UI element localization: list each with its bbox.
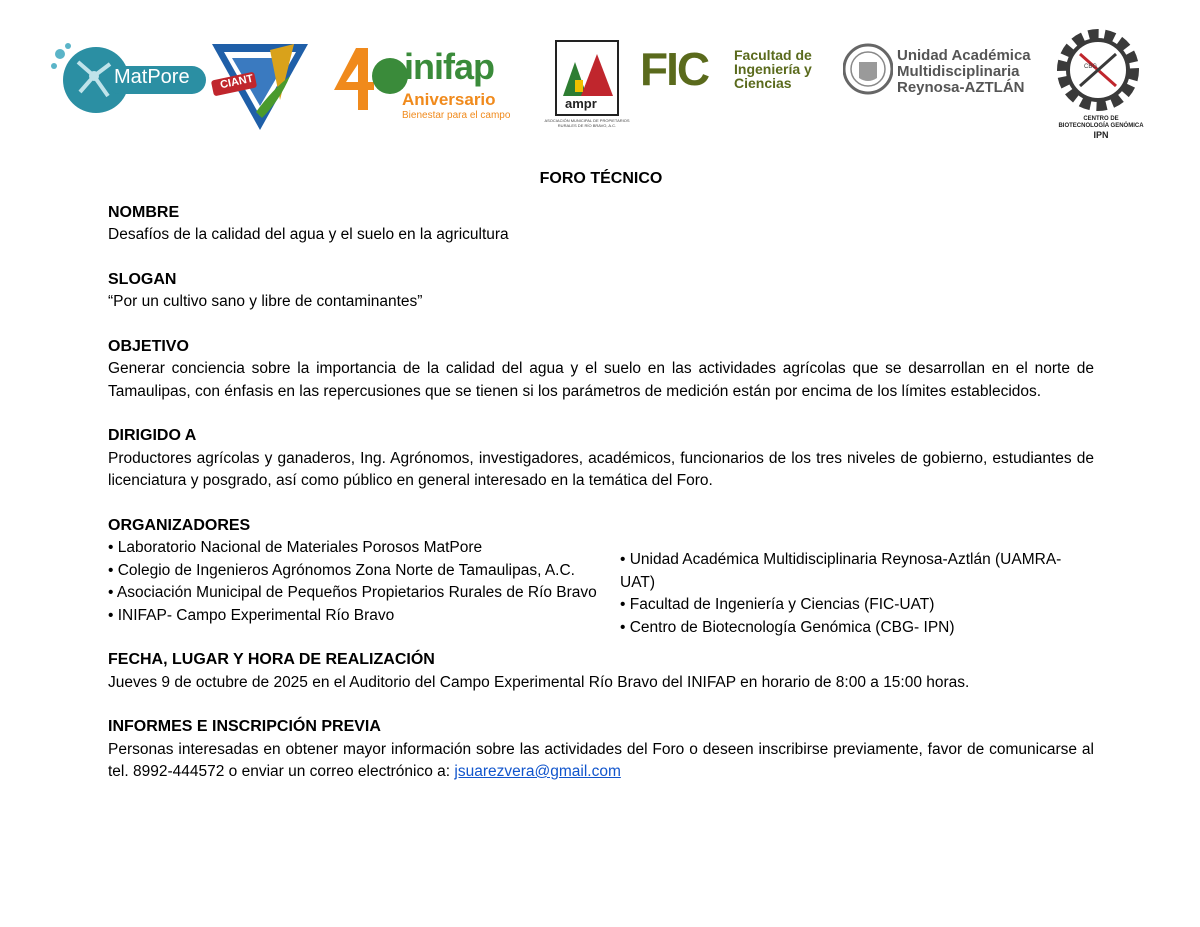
fic-name	[734, 48, 812, 90]
ciant-wordmark: CIANT	[219, 72, 255, 92]
uamra-seal-icon	[843, 42, 893, 96]
section-heading: NOMBRE	[108, 203, 180, 221]
cbg-name	[1042, 116, 1160, 141]
section-text: “Por un cultivo sano y libre de contaminantes”	[108, 293, 423, 310]
section-text: Generar conciencia sobre la importancia de la calidad del agua y el suelo en las actividades agrícolas que se desarrollan en el norte de Tamaulipas, con énfasis en las repercusiones que se tienen si los parámetros de medición están por encima de los límites establecidos.	[108, 360, 1094, 400]
section-heading: INFORMES E INSCRIPCIÓN PREVIA	[108, 718, 381, 735]
fic-line2: Ingeniería y	[734, 61, 812, 77]
list-item: • Asociación Municipal de Pequeños Propietarios Rurales de Río Bravo	[108, 582, 608, 605]
section-informes	[108, 716, 1094, 784]
list-item: • Unidad Académica Multidisciplinaria Reynosa-Aztlán (UAMRA-UAT)	[620, 549, 1094, 594]
matpore-logo	[50, 40, 210, 115]
uamra-logo	[843, 42, 1048, 100]
ampr-caption	[539, 118, 635, 128]
section-text: Desafíos de la calidad del agua y el suelo en la agricultura	[108, 226, 509, 243]
uamra-line2: Multidisciplinaria	[897, 63, 1020, 80]
section-heading: FECHA, LUGAR Y HORA DE REALIZACIÓN	[108, 651, 435, 668]
section-heading: DIRIGIDO A	[108, 427, 197, 444]
section-text: Jueves 9 de octubre de 2025 en el Auditorio del Campo Experimental Río Bravo del INIFAP en horario de 8:00 a 15:00 horas.	[108, 673, 970, 691]
organizers-right-list	[620, 549, 1094, 639]
inifap-anniversary: Aniversario	[402, 90, 496, 109]
ampr-caption-line1: ASOCIACIÓN MUNICIPAL DE PROPIETARIOS	[544, 118, 630, 123]
list-item: • Colegio de Ingenieros Agrónomos Zona Norte de Tamaulipas, A.C.	[108, 560, 608, 583]
cbg-inner-label: CBG	[1084, 64, 1098, 70]
organizers-left-list	[108, 537, 608, 627]
list-item: • Centro de Biotecnología Genómica (CBG- IPN)	[620, 617, 1094, 640]
inifap-tagline: Bienestar para el campo	[402, 110, 511, 121]
fic-line1: Facultad de	[734, 47, 812, 63]
inifap-40-icon	[328, 40, 408, 120]
cbg-line2: BIOTECNOLOGÍA GENÓMICA	[1058, 123, 1144, 129]
logo-row	[0, 0, 1200, 150]
cbg-line1: CENTRO DE	[1083, 116, 1119, 122]
list-item: • INIFAP- Campo Experimental Río Bravo	[108, 605, 608, 628]
cbg-gear-icon	[1046, 24, 1156, 116]
ampr-wordmark: ampr	[565, 96, 597, 111]
uamra-name	[897, 48, 1031, 96]
inifap-wordmark: inifap	[404, 46, 494, 87]
ampr-logo	[544, 40, 630, 130]
uamra-line3: Reynosa-AZTLÁN	[897, 79, 1025, 96]
matpore-wordmark: MatPore	[114, 66, 190, 88]
section-text-container	[108, 739, 1094, 784]
ampr-caption-line2: RURALES DE RÍO BRAVO, A.C.	[557, 123, 617, 128]
section-objetivo	[108, 336, 1094, 404]
inifap-logo	[328, 40, 528, 120]
organizers-columns	[108, 537, 1094, 636]
ciant-logo	[210, 40, 310, 132]
section-text: Personas interesadas en obtener mayor información sobre las actividades del Foro o deseen inscribirse previamente, favor de comunicarse al tel. 8992-444572 o enviar un correo electrónico a:	[108, 740, 1094, 780]
list-item: • Laboratorio Nacional de Materiales Porosos MatPore	[108, 537, 608, 560]
cbg-logo	[1046, 24, 1156, 144]
fic-initials: FIC	[640, 43, 709, 95]
document-title: FORO TÉCNICO	[539, 170, 663, 187]
section-organizadores	[108, 515, 1094, 636]
section-heading: ORGANIZADORES	[108, 516, 251, 534]
section-fecha	[108, 649, 1094, 694]
section-heading: SLOGAN	[108, 270, 177, 288]
list-item: • Facultad de Ingeniería y Ciencias (FIC-UAT)	[620, 594, 1094, 617]
section-text: Productores agrícolas y ganaderos, Ing. Agrónomos, investigadores, académicos, funcionarios de los tres niveles de gobierno, estudiantes de licenciatura y posgrado, así como público en general interesado en la temática del Foro.	[108, 449, 1094, 489]
section-nombre	[108, 202, 1094, 247]
fic-logo	[640, 42, 836, 98]
section-heading: OBJETIVO	[108, 337, 189, 355]
fic-line3: Ciencias	[734, 75, 792, 91]
cbg-line3: IPN	[1093, 130, 1109, 140]
email-link[interactable]: jsuarezvera@gmail.com	[454, 763, 621, 780]
uamra-line1: Unidad Académica	[897, 47, 1031, 64]
document-body	[108, 168, 1094, 806]
section-slogan	[108, 269, 1094, 314]
section-dirigido	[108, 425, 1094, 493]
